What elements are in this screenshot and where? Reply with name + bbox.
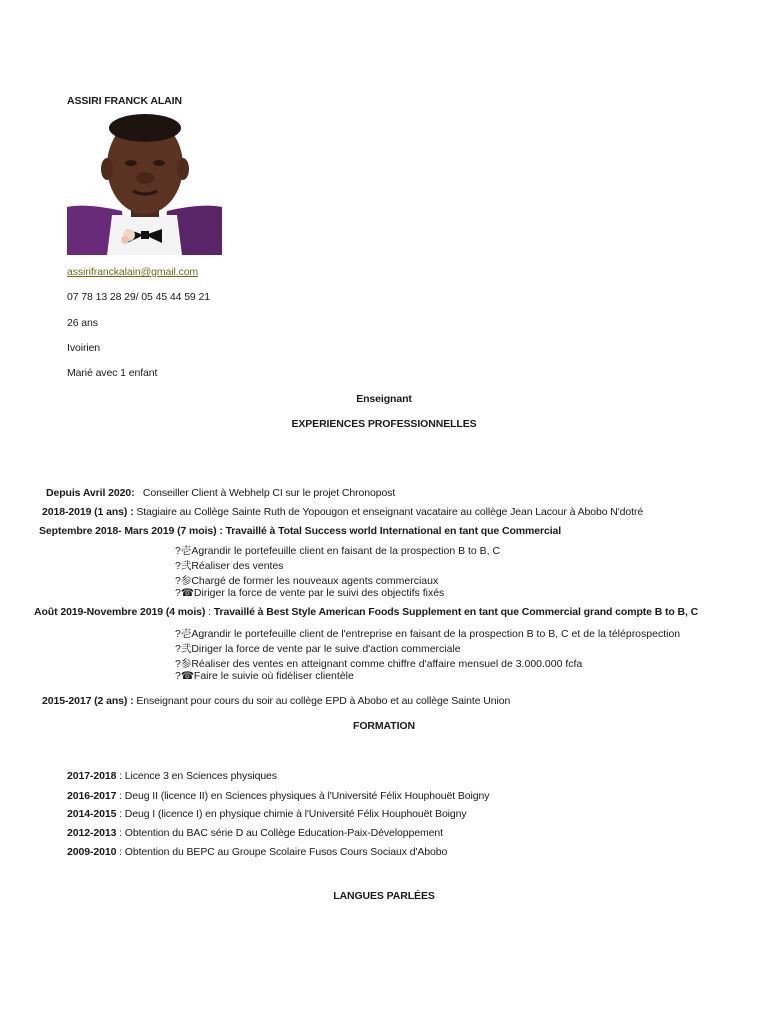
formation-text: : Deug II (licence II) en Sciences physiques à l'Université Félix Houphouët Boigny <box>116 790 490 802</box>
experience-date: 2015-2017 (2 ans) : <box>42 695 134 707</box>
experience-text: Travaillé à Best Style American Foods Supplement en tant que Commercial grand compte B to B, C <box>213 606 699 618</box>
section-heading-langues: LANGUES PARLÉES <box>333 890 435 902</box>
formation-item <box>67 790 489 802</box>
experience-item <box>39 525 561 537</box>
formation-text: : Deug I (licence I) en physique chimie à l'Université Félix Houphouët Boigny <box>116 808 467 820</box>
formation-text: : Licence 3 en Sciences physiques <box>116 770 277 782</box>
person-portrait-icon <box>67 111 222 255</box>
formation-item <box>67 808 467 820</box>
experience-bullet: ?弐Diriger la force de vente par le suive d'action commerciale <box>175 643 461 655</box>
family-status: Marié avec 1 enfant <box>67 367 158 379</box>
formation-year: 2012-2013 <box>67 827 117 839</box>
profile-photo <box>67 111 222 255</box>
experience-item <box>42 695 510 707</box>
experience-date: Septembre 2018- Mars 2019 (7 mois) : <box>39 525 223 537</box>
experience-bullet: ?壱Agrandir le portefeuille client de l'entreprise en faisant de la prospection B to B, C et de la téléprospection <box>175 628 681 640</box>
experience-date: 2018-2019 (1 ans) : <box>42 506 134 518</box>
experience-separator: : <box>205 606 214 618</box>
experience-item <box>42 506 643 518</box>
formation-text: : Obtention du BEPC au Groupe Scolaire Fusos Cours Sociaux d'Abobo <box>116 846 448 858</box>
experience-text: Conseiller Client à Webhelp CI sur le projet Chronopost <box>142 487 396 499</box>
experience-bullet: ?参Réaliser des ventes en atteignant comme chiffre d'affaire mensuel de 3.000.000 fcfa <box>175 658 583 670</box>
job-title: Enseignant <box>356 393 412 405</box>
candidate-name: ASSIRI FRANCK ALAIN <box>67 95 182 107</box>
phone-number: 07 78 13 28 29/ 05 45 44 59 21 <box>67 291 210 303</box>
formation-year: 2014-2015 <box>67 808 117 820</box>
formation-item <box>67 770 277 782</box>
experience-text: Stagiaire au Collège Sainte Ruth de Yopougon et enseignant vacataire au collège Jean Lacour à Abobo N'dotré <box>136 506 644 518</box>
formation-item <box>67 827 443 839</box>
experience-bullet: ?壱Agrandir le portefeuille client en faisant de la prospection B to B, C <box>175 545 501 557</box>
age: 26 ans <box>67 317 98 329</box>
email-link[interactable]: assirifranckalain@gmail.com <box>67 266 199 278</box>
experience-bullet: ?参Chargé de former les nouveaux agents commerciaux <box>175 575 439 587</box>
formation-year: 2016-2017 <box>67 790 117 802</box>
experience-item <box>46 487 395 499</box>
formation-year: 2009-2010 <box>67 846 117 858</box>
experience-date: Août 2019-Novembre 2019 (4 mois) <box>34 606 206 618</box>
experience-bullet: ?弐Réaliser des ventes <box>175 560 284 572</box>
formation-text: : Obtention du BAC série D au Collège Education-Paix-Développement <box>116 827 443 839</box>
experience-text: Enseignant pour cours du soir au collège EPD à Abobo et au collège Sainte Union <box>136 695 511 707</box>
nationality: Ivoirien <box>67 342 101 354</box>
experience-bullet: ?☎Faire le suivie où fidéliser clientèle <box>175 670 354 682</box>
formation-item <box>67 846 447 858</box>
formation-year: 2017-2018 <box>67 770 117 782</box>
experience-item <box>34 606 698 618</box>
section-heading-formation: FORMATION <box>353 720 415 732</box>
experience-text: Travaillé à Total Success world International en tant que Commercial <box>225 525 562 537</box>
experience-bullet: ?☎Diriger la force de vente par le suivi des objectifs fixés <box>175 587 445 599</box>
section-heading-experiences: EXPERIENCES PROFESSIONNELLES <box>291 418 477 430</box>
experience-date: Depuis Avril 2020: <box>46 487 135 499</box>
